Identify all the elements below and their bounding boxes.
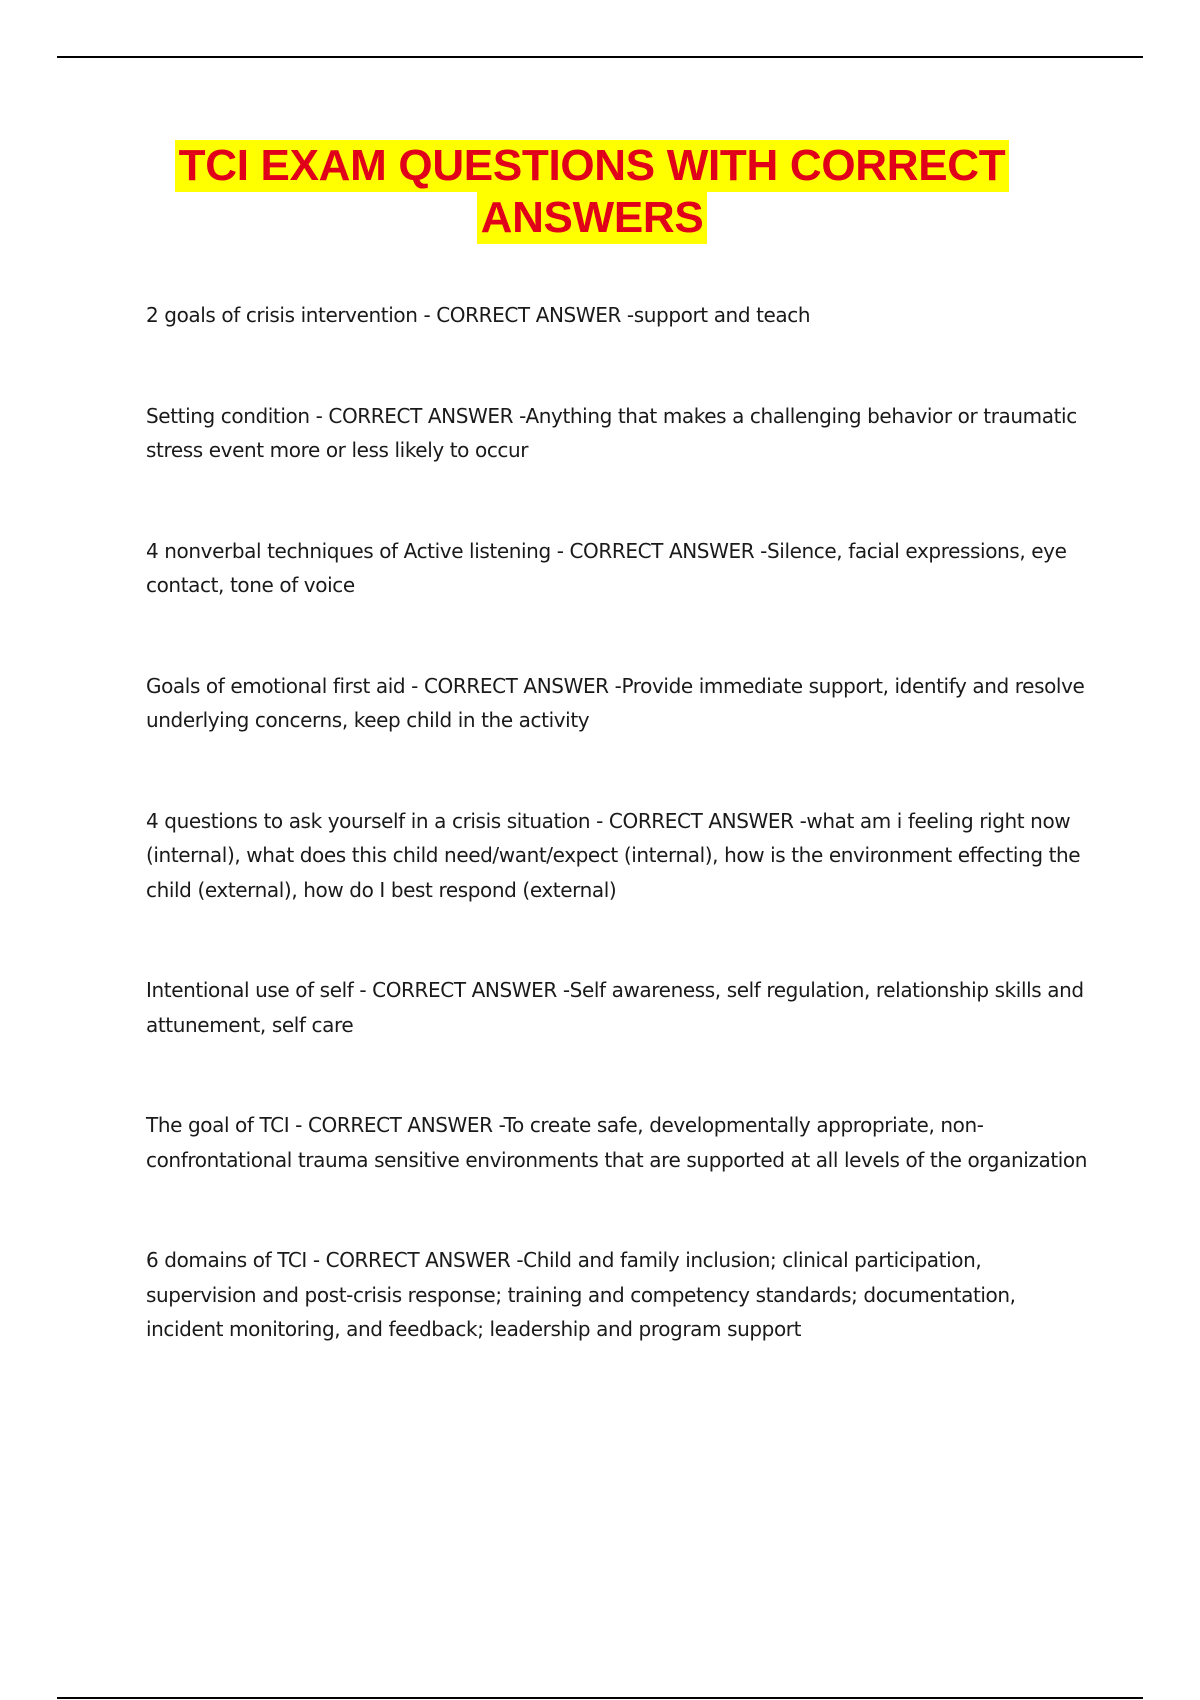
qa-item: 6 domains of TCI - CORRECT ANSWER -Child and family inclusion; clinical participation, supervision and post-crisis response; training and competency standards; documentation, incident monitoring, and feedback; leadership and program support — [146, 1248, 1016, 1341]
answer-marker: CORRECT ANSWER — [328, 403, 514, 428]
question-text: 4 nonverbal techniques of Active listening — [146, 538, 551, 563]
answer-text: To create safe, developmentally appropriate, non-confrontational trauma sensitive environments that are supported at all levels of the organization — [146, 1113, 1088, 1172]
answer-text: support and teach — [633, 303, 811, 327]
answer-text: what am i feeling right now (internal), what does this child need/want/expect (internal), how is the environment effecting the child (external), how do I best respond (external) — [146, 808, 1081, 902]
answer-marker: CORRECT ANSWER — [372, 978, 557, 1002]
answer-marker: CORRECT ANSWER — [436, 303, 621, 327]
answer-text: Silence, facial expressions, eye contact, tone of voice — [146, 538, 1067, 597]
qa-item: 2 goals of crisis intervention - CORRECT ANSWER -support and teach — [146, 303, 811, 327]
question-text: 2 goals of crisis intervention — [146, 303, 418, 327]
qa-item: Setting condition - CORRECT ANSWER -Anything that makes a challenging behavior or traumatic stress event more or less likely to occur — [146, 403, 1077, 462]
question-text: 4 questions to ask yourself in a crisis situation — [146, 808, 591, 833]
question-text: Setting condition — [146, 403, 310, 428]
qa-item: Goals of emotional first aid - CORRECT ANSWER -Provide immediate support, identify and resolve underlying concerns, keep child in the activity — [146, 673, 1085, 732]
qa-item: The goal of TCI - CORRECT ANSWER -To create safe, developmentally appropriate, non-confrontational trauma sensitive environments that are supported at all levels of the organization — [146, 1113, 1088, 1172]
answer-marker: CORRECT ANSWER — [307, 1113, 493, 1137]
answer-text: Self awareness, self regulation, relationship skills and attunement, self care — [146, 978, 1084, 1037]
answer-marker: CORRECT ANSWER — [325, 1248, 511, 1272]
header-rule — [57, 56, 1143, 58]
question-text: Intentional use of self — [146, 978, 354, 1002]
question-text: Goals of emotional first aid — [146, 673, 406, 698]
footer-rule — [57, 1697, 1143, 1699]
qa-list — [146, 298, 1096, 1347]
answer-marker: CORRECT ANSWER — [423, 673, 609, 698]
qa-item: 4 nonverbal techniques of Active listening - CORRECT ANSWER -Silence, facial expressions, eye contact, tone of voice — [146, 538, 1067, 597]
answer-text: Anything that makes a challenging behavior or traumatic stress event more or less likely to occur — [146, 403, 1077, 462]
answer-marker: CORRECT ANSWER — [608, 808, 794, 833]
qa-item: 4 questions to ask yourself in a crisis situation - CORRECT ANSWER -what am i feeling right now (internal), what does this child need/want/expect (internal), how is the environment effecting the child (external), how do I best respond (external) — [146, 808, 1081, 902]
qa-item: Intentional use of self - CORRECT ANSWER -Self awareness, self regulation, relationship skills and attunement, self care — [146, 978, 1084, 1037]
question-text: The goal of TCI — [146, 1113, 290, 1137]
answer-marker: CORRECT ANSWER — [569, 538, 755, 563]
title-line-2: ANSWERS — [477, 192, 708, 244]
answer-text: Provide immediate support, identify and resolve underlying concerns, keep child in the activity — [146, 673, 1085, 732]
page-title — [120, 140, 1064, 244]
question-text: 6 domains of TCI — [146, 1248, 307, 1272]
answer-text: Child and family inclusion; clinical participation, supervision and post-crisis response; training and competency standards; documentation, incident monitoring, and feedback; leadership and program support — [146, 1248, 1016, 1341]
title-line-1: TCI EXAM QUESTIONS WITH CORRECT — [175, 140, 1010, 192]
